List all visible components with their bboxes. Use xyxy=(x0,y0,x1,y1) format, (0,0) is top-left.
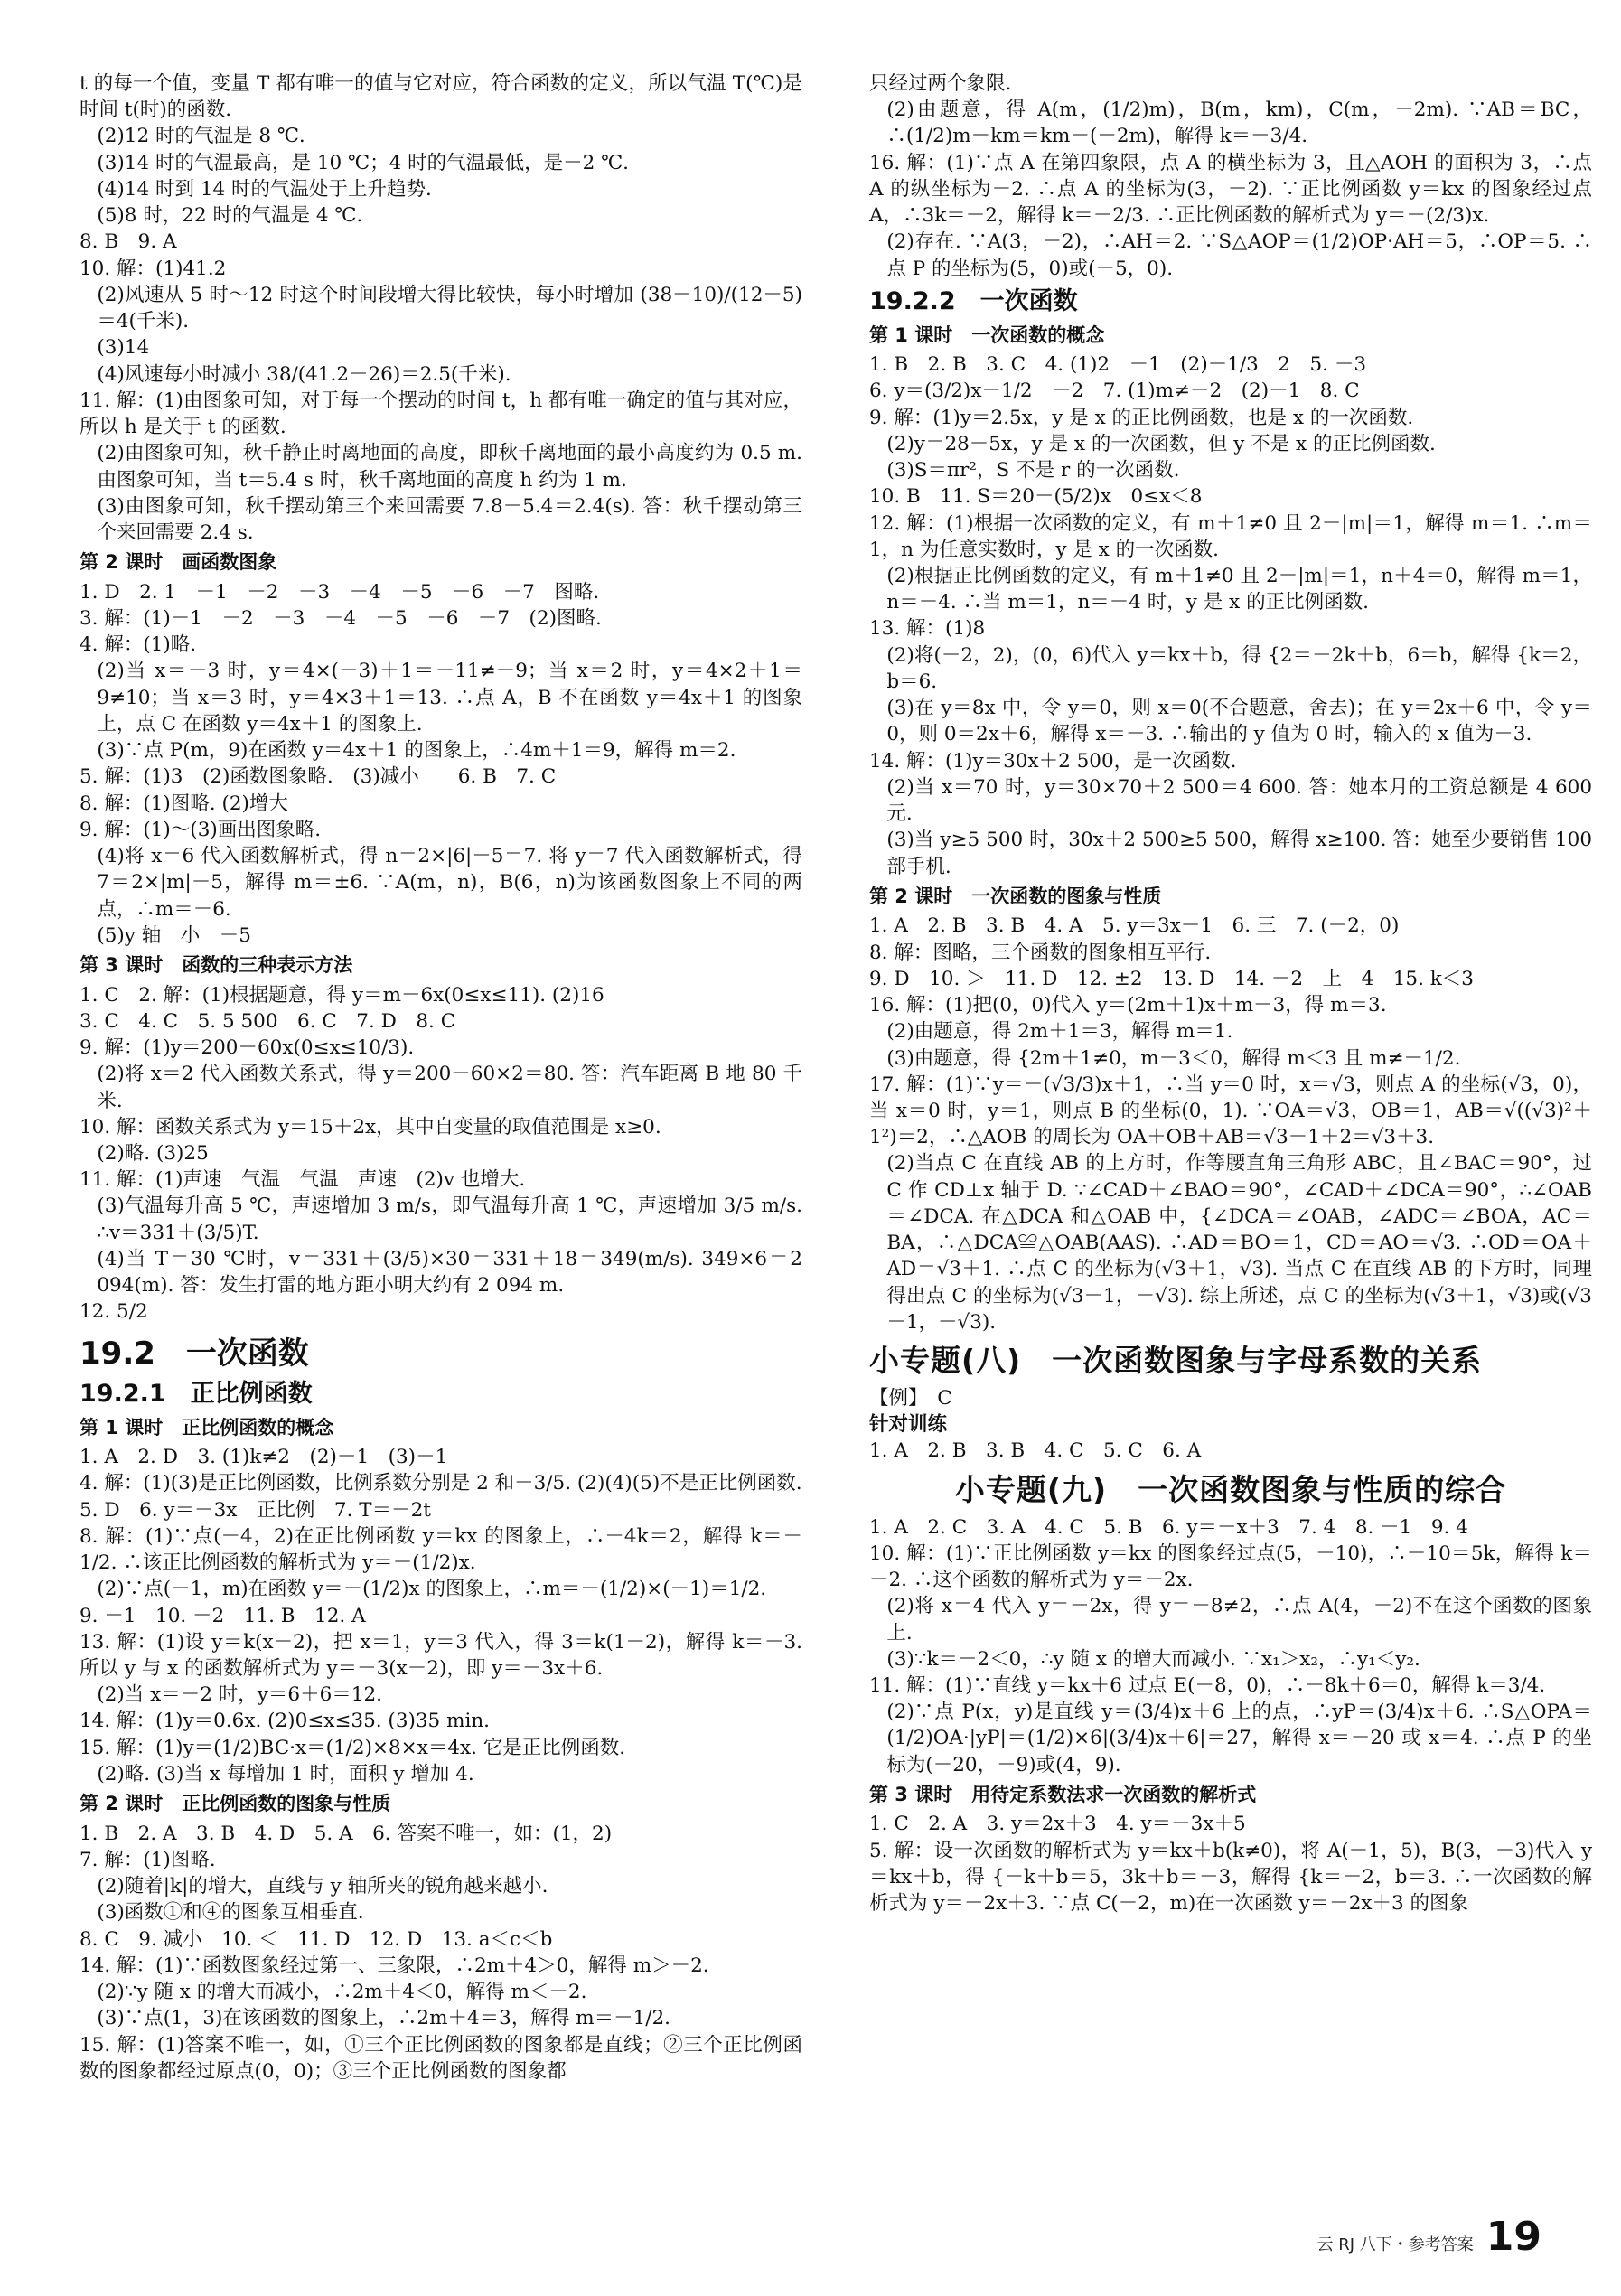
answer-line: 1. A 2. D 3. (1)k≠2 (2)－1 (3)－1 xyxy=(80,1446,448,1469)
answer-line: (3)14 xyxy=(97,336,150,360)
answer-line: 11. 解：(1)∵直线 y＝kx＋6 过点 E(－8，0)，∴－8k＋6＝0，解得 k＝3/4. xyxy=(869,1673,1546,1697)
answer-line: 3. 解：(1)－1 －2 －3 －4 －5 －6 －7 (2)图略. xyxy=(80,607,602,630)
lesson-heading: 第 2 课时 一次函数的图象与性质 xyxy=(869,885,1162,907)
answer-line: 1. A 2. B 3. B 4. C 5. C 6. A xyxy=(869,1439,1202,1463)
answer-line: 8. 解：(1)图略. (2)增大 xyxy=(80,792,288,815)
answer-line: (2)∵点(－1，m)在函数 y＝－(1/2)x 的图象上，∴m＝－(1/2)×(－1)＝1/2. xyxy=(97,1578,767,1601)
answer-line: 1. A 2. B 3. B 4. A 5. y＝3x－1 6. 三 7. (－2，0) xyxy=(869,914,1400,938)
answer-line: (3)由图象可知，秋千摆动第三个来回需要 7.8－5.4＝2.4(s). 答：秋千摆动第三个来回需要 2.4 s. xyxy=(97,494,802,544)
answer-line: (2)12 时的气温是 8 ℃. xyxy=(97,125,305,148)
answer-line: 10. 解：函数关系式为 y＝15＋2x，其中自变量的取值范围是 x≥0. xyxy=(80,1115,661,1139)
topic-title: 小专题(八) 一次函数图象与字母系数的关系 xyxy=(869,1343,1483,1379)
answer-line: 13. 解：(1)8 xyxy=(869,617,986,641)
answer-line: 16. 解：(1)∵点 A 在第四象限，点 A 的横坐标为 3，且△AOH 的面积为 3，∴点 A 的纵坐标为－2. ∴点 A 的坐标为(3，－2). ∵正比例函数 y＝kx 的图象经过点 A，∴3k＝－2，解得 k＝－2/3. ∴正比例函数的解析式为 y＝－(2/3)x. xyxy=(869,151,1592,228)
answer-line: 8. B 9. A xyxy=(80,230,177,254)
lesson-heading: 第 2 课时 正比例函数的图象与性质 xyxy=(80,1793,391,1815)
answer-line: 9. 解：(1)y＝2.5x，y 是 x 的正比例函数，也是 x 的一次函数. xyxy=(869,406,1414,429)
answer-line: (3)在 y＝8x 中，令 y＝0，则 x＝0(不合题意，舍去)；在 y＝2x＋6 中，令 y＝0，则 0＝2x＋6，解得 x＝－3. ∴输出的 y 值为 0 时，输入的 x 值为－3. xyxy=(886,697,1592,746)
answer-line: 5. 解：设一次函数的解析式为 y＝kx＋b(k≠0)，将 A(－1，5)，B(3，－3)代入 y＝kx＋b，得 {－k＋b＝5，3k＋b＝－3，解得 {k＝－2，b＝3. ∴一次函数的解析式为 y＝－2x＋3. ∵点 C(－2，m)在一次函数 y＝－2x＋3 的图象 xyxy=(869,1839,1592,1916)
right-column xyxy=(869,70,1592,1916)
answer-line: 1. D 2. 1 －1 －2 －3 －4 －5 －6 －7 图略. xyxy=(80,580,600,604)
answer-line: t 的每一个值，变量 T 都有唯一的值与它对应，符合函数的定义，所以气温 T(℃)是时间 t(时)的函数. xyxy=(80,72,802,122)
answer-line: (4)将 x＝6 代入函数解析式，得 n＝2×|6|－5＝7. 将 y＝7 代入函数解析式，得 7＝2×|m|－5，解得 m＝±6. ∵A(m，n)，B(6，n)为该函数图象上不同的两点，∴m＝－6. xyxy=(97,845,802,921)
answer-line: (2)将(－2，2)，(0，6)代入 y＝kx＋b，得 {2＝－2k＋b，6＝b，解得 {k＝2，b＝6. xyxy=(886,643,1592,693)
lesson-heading: 第 1 课时 正比例函数的概念 xyxy=(80,1416,334,1439)
answer-line: 1. A 2. C 3. A 4. C 5. B 6. y＝－x＋3 7. 4 8. －1 9. 4 xyxy=(869,1515,1468,1539)
answer-line: 12. 5/2 xyxy=(80,1300,148,1324)
answer-line: 10. B 11. S＝20－(5/2)x 0≤x＜8 xyxy=(869,485,1203,509)
answer-line: 11. 解：(1)由图象可知，对于每一个摆动的时间 t，h 都有唯一确定的值与其对应，所以 h 是关于 t 的函数. xyxy=(80,389,802,439)
answer-line: 1. C 2. 解：(1)根据题意，得 y＝m－6x(0≤x≤11). (2)16 xyxy=(80,983,604,1007)
topic-title: 小专题(九) 一次函数图象与性质的综合 xyxy=(954,1471,1507,1507)
answer-line: (2)将 x＝4 代入 y＝－2x，得 y＝－8≠2，∴点 A(4，－2)不在这个函数的图象上. xyxy=(886,1595,1592,1645)
answer-line: (4)当 T＝30 ℃时，v＝331＋(3/5)×30＝331＋18＝349(m/s). 349×6＝2 094(m). 答：发生打雷的地方距小明大约有 2 094 m. xyxy=(97,1247,802,1298)
answer-line: (5)8 时，22 时的气温是 4 ℃. xyxy=(97,204,363,228)
subsection-title: 19.2.2 一次函数 xyxy=(869,286,1078,315)
answer-line: 15. 解：(1)答案不唯一，如，①三个正比例函数的图象都是直线；②三个正比例函数的图象都经过原点(0，0)；③三个正比例函数的图象都 xyxy=(80,2033,802,2083)
lesson-heading: 第 2 课时 画函数图象 xyxy=(80,551,277,574)
answer-line: 11. 解：(1)声速 气温 气温 声速 (2)v 也增大. xyxy=(80,1168,526,1192)
answer-line: 5. D 6. y＝－3x 正比例 7. T＝－2t xyxy=(80,1498,431,1522)
page-footer xyxy=(1317,2214,1542,2260)
answer-line: 14. 解：(1)∵函数图象经过第一、三象限，∴2m＋4＞0，解得 m＞－2. xyxy=(80,1954,709,1977)
answer-line: (3)∵点 P(m，9)在函数 y＝4x＋1 的图象上，∴4m＋1＝9，解得 m＝2. xyxy=(97,739,736,763)
answer-line: (2)根据正比例函数的定义，有 m＋1≠0 且 2－|m|＝1，n＋4＝0，解得 m＝1，n＝－4. ∴当 m＝1，n＝－4 时，y 是 x 的正比例函数. xyxy=(886,565,1592,614)
answer-line: (2)当点 C 在直线 AB 的上方时，作等腰直角三角形 ABC，且∠BAC＝90°，过 C 作 CD⊥x 轴于 D. ∵∠CAD＋∠BAO＝90°，∠CAD＋∠DCA＝90°，∴∠OAB＝∠DCA. 在△DCA 和△OAB 中，{∠DCA＝∠OAB，∠ADC＝∠BOA，AC＝BA，∴△DCA≌△OAB(AAS). ∴AD＝BO＝1，CD＝AO＝√3. ∴OD＝OA＋AD＝√3＋1. ∴点 C 的坐标为(√3＋1，√3). 当点 C 在直线 AB 的下方时，同理得出点 C 的坐标为(√3－1，－√3). 综上所述，点 C 的坐标为(√3＋1，√3)或(√3－1，－√3). xyxy=(886,1152,1592,1334)
answer-line: 9. D 10. ＞ 11. D 12. ±2 13. D 14. －2 上 4 15. k＜3 xyxy=(869,967,1474,990)
answer-line: 4. 解：(1)略. xyxy=(80,633,197,657)
answer-line: 7. 解：(1)图略. xyxy=(80,1848,216,1871)
answer-line: 8. 解：(1)∵点(－4，2)在正比例函数 y＝kx 的图象上，∴－4k＝2，解得 k＝－1/2. ∴该正比例函数的解析式为 y＝－(1/2)x. xyxy=(80,1524,802,1575)
answer-line: (2)当 x＝70 时，y＝30×70＋2 500＝4 600. 答：她本月的工资总额是 4 600 元. xyxy=(886,775,1592,826)
answer-line: (2)存在. ∵A(3，－2)，∴AH＝2. ∵S△AOP＝(1/2)OP·AH＝5，∴OP＝5. ∴点 P 的坐标为(5，0)或(－5，0). xyxy=(886,230,1592,280)
answer-line: 只经过两个象限. xyxy=(869,72,1012,95)
answer-line: 9. －1 10. －2 11. B 12. A xyxy=(80,1604,366,1627)
answer-line: (5)y 轴 小 －5 xyxy=(97,923,251,947)
answer-line: (2)由题意，得 A(m，(1/2)m)，B(m，km)，C(m，－2m). ∵AB＝BC，∴(1/2)m－km＝km－(－2m)，解得 k＝－3/4. xyxy=(886,98,1592,148)
answer-line: 10. 解：(1)41.2 xyxy=(80,257,227,280)
answer-line: 17. 解：(1)∵y＝－(√3/3)x＋1，∴当 y＝0 时，x＝√3，则点 A 的坐标(√3，0)，当 x＝0 时，y＝1，则点 B 的坐标(0，1). ∵OA＝√3，OB＝1，AB＝√((√3)²＋1²)＝2，∴△AOB 的周长为 OA＋OB＋AB＝√3＋1＋2＝√3＋3. xyxy=(869,1073,1592,1149)
answer-line: 6. y＝(3/2)x－1/2 －2 7. (1)m≠－2 (2)－1 8. C xyxy=(869,380,1360,403)
answer-line: (2)由图象可知，秋千静止时离地面的高度，即秋千离地面的最小高度约为 0.5 m. 由图象可知，当 t＝5.4 s 时，秋千离地面的高度 h 约为 1 m. xyxy=(97,442,802,492)
answer-line: (3)函数①和④的图象互相垂直. xyxy=(97,1901,364,1925)
left-column xyxy=(80,70,802,2085)
lesson-heading: 第 3 课时 用待定系数法求一次函数的解析式 xyxy=(869,1783,1257,1805)
answer-line: 8. C 9. 减小 10. ＜ 11. D 12. D 13. a＜c＜b xyxy=(80,1927,553,1951)
answer-line: 3. C 4. C 5. 5 500 6. C 7. D 8. C xyxy=(80,1009,456,1033)
answer-line: (3)S＝πr²，S 不是 r 的一次函数. xyxy=(886,459,1180,483)
answer-line: (4)风速每小时减小 38/(41.2－26)＝2.5(千米). xyxy=(97,362,511,386)
answer-line: (2)∵y 随 x 的增大而减小，∴2m＋4＜0，解得 m＜－2. xyxy=(97,1981,587,2004)
lesson-heading: 第 1 课时 一次函数的概念 xyxy=(869,323,1105,346)
answer-line: (3)14 时的气温最高，是 10 ℃；4 时的气温最低，是－2 ℃. xyxy=(97,151,629,174)
answer-line: (2)随着|k|的增大，直线与 y 轴所夹的锐角越来越小. xyxy=(97,1875,548,1898)
exercise-tag: 针对训练 xyxy=(869,1413,948,1437)
subsection-title: 19.2.1 正比例函数 xyxy=(80,1379,313,1408)
answer-line: (2)略. (3)当 x 每增加 1 时，面积 y 增加 4. xyxy=(97,1762,474,1785)
answer-line: 1. B 2. A 3. B 4. D 5. A 6. 答案不唯一，如：(1，2) xyxy=(80,1822,613,1845)
answer-line: 14. 解：(1)y＝0.6x. (2)0≤x≤35. (3)35 min. xyxy=(80,1710,491,1733)
answer-line: 8. 解：图略，三个函数的图象相互平行. xyxy=(869,941,1212,964)
answer-line: 1. C 2. A 3. y＝2x＋3 4. y＝－3x＋5 xyxy=(869,1813,1246,1836)
answer-line: (3)∵k＝－2＜0，∴y 随 x 的增大而减小. ∵x₁＞x₂，∴y₁＜y₂. xyxy=(886,1647,1420,1671)
answer-line: 14. 解：(1)y＝30x＋2 500，是一次函数. xyxy=(869,749,1237,773)
answer-line: (2)由题意，得 2m＋1＝3，解得 m＝1. xyxy=(886,1020,1233,1044)
page-number: 19 xyxy=(1485,2214,1541,2260)
answer-line: (3)由题意，得 {2m＋1≠0，m－3＜0，解得 m＜3 且 m≠－1/2. xyxy=(886,1046,1461,1070)
answer-line: 15. 解：(1)y＝(1/2)BC·x＝(1/2)×8×x＝4x. 它是正比例函数. xyxy=(80,1736,626,1759)
answer-line: 13. 解：(1)设 y＝k(x－2)，把 x＝1，y＝3 代入，得 3＝k(1－2)，解得 k＝－3. 所以 y 与 x 的函数解析式为 y＝－3(x－2)，即 y＝－3x＋6. xyxy=(80,1630,802,1681)
answer-line: 9. 解：(1)y＝200－60x(0≤x≤10/3). xyxy=(80,1036,415,1060)
answer-line: (4)14 时到 14 时的气温处于上升趋势. xyxy=(97,177,432,201)
answer-line: (3)∵点(1，3)在该函数的图象上，∴2m＋4＝3，解得 m＝－1/2. xyxy=(97,2007,671,2030)
answer-line: (2)略. (3)25 xyxy=(97,1142,209,1165)
answer-line: 【例】 C xyxy=(869,1387,952,1410)
answer-line: (2)∵点 P(x，y)是直线 y＝(3/4)x＋6 上的点，∴yP＝(3/4)x＋6. ∴S△OPA＝(1/2)OA·|yP|＝(1/2)×6|(3/4)x＋6|＝27，解得 x＝－20 或 x＝4. ∴点 P 的坐标为(－20，－9)或(4，9). xyxy=(886,1701,1592,1776)
answer-line: 1. B 2. B 3. C 4. (1)2 －1 (2)－1/3 2 5. －3 xyxy=(869,353,1367,377)
footer-label: 云 RJ 八下・参考答案 xyxy=(1316,2235,1474,2254)
answer-line: (2)y＝28－5x，y 是 x 的一次函数，但 y 不是 x 的正比例函数. xyxy=(886,432,1436,455)
answer-line: (3)当 y≥5 500 时，30x＋2 500≥5 500，解得 x≥100. 答：她至少要销售 100 部手机. xyxy=(886,829,1592,878)
answer-line: 4. 解：(1)(3)是正比例函数，比例系数分别是 2 和－3/5. (2)(4)(5)不是正比例函数. xyxy=(80,1472,802,1495)
answer-line: 10. 解：(1)∵正比例函数 y＝kx 的图象经过点(5，－10)，∴－10＝5k，解得 k＝－2. ∴这个函数的解析式为 y＝－2x. xyxy=(869,1542,1592,1592)
answer-line: (2)风速从 5 时～12 时这个时间段增大得比较快，每小时增加 (38－10)/(12－5)＝4(千米). xyxy=(97,283,802,333)
answer-line: (2)将 x＝2 代入函数关系式，得 y＝200－60×2＝80. 答：汽车距离 B 地 80 千米. xyxy=(97,1063,802,1112)
answer-line: 16. 解：(1)把(0，0)代入 y＝(2m＋1)x＋m－3，得 m＝3. xyxy=(869,994,1387,1017)
lesson-heading: 第 3 课时 函数的三种表示方法 xyxy=(80,954,353,977)
answer-line: 5. 解：(1)3 (2)函数图象略. (3)减小 6. B 7. C xyxy=(80,765,557,789)
answer-line: (3)气温每升高 5 ℃，声速增加 3 m/s，即气温每升高 1 ℃，声速增加 3/5 m/s. ∴v＝331＋(3/5)T. xyxy=(97,1195,802,1244)
section-title: 19.2 一次函数 xyxy=(80,1335,309,1372)
answer-line: (2)当 x＝－2 时，y＝6＋6＝12. xyxy=(97,1683,382,1707)
answer-line: 9. 解：(1)～(3)画出图象略. xyxy=(80,818,322,841)
answer-line: (2)当 x＝－3 时，y＝4×(－3)＋1＝－11≠－9；当 x＝2 时，y＝4×2＋1＝9≠10；当 x＝3 时，y＝4×3＋1＝13. ∴点 A，B 不在函数 y＝4x＋1 的图象上，点 C 在函数 y＝4x＋1 的图象上. xyxy=(97,660,802,736)
answer-line: 12. 解：(1)根据一次函数的定义，有 m＋1≠0 且 2－|m|＝1，解得 m＝1. ∴m＝1，n 为任意实数时，y 是 x 的一次函数. xyxy=(869,511,1592,561)
